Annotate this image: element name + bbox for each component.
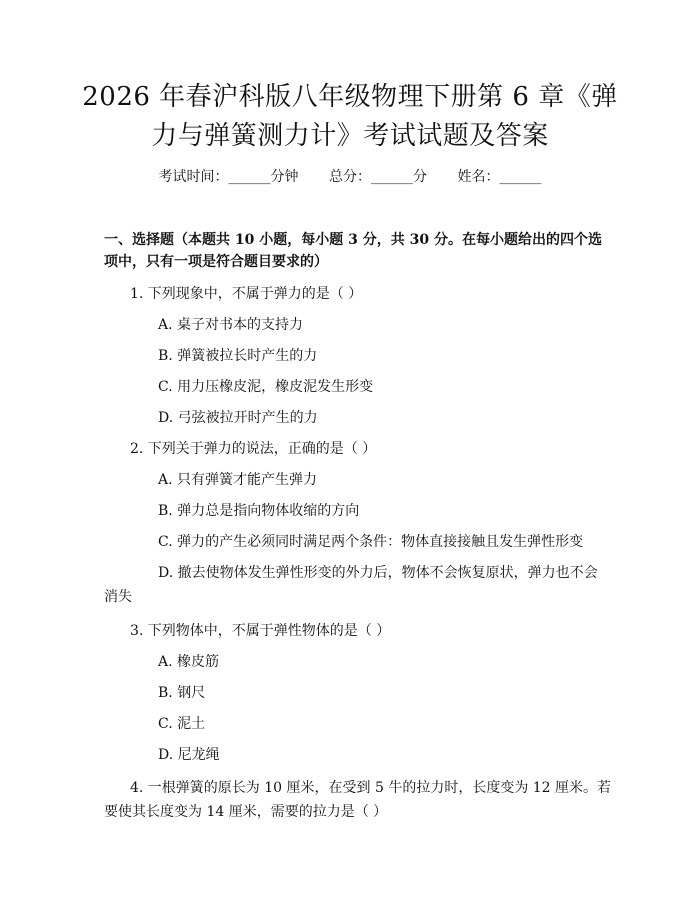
total-score: 总分：______分	[329, 169, 427, 185]
question-1-option-a: A. 桌子对书本的支持力	[158, 317, 304, 333]
question-2-option-d: D. 撤去使物体发生弹性形变的外力后，物体不会恢复原状，弹力也不会	[158, 565, 598, 581]
question-3: 3. 下列物体中，不属于弹性物体的是（ ）	[130, 623, 391, 639]
question-2-option-b: B. 弹力总是指向物体收缩的方向	[158, 503, 360, 519]
question-1-option-d: D. 弓弦被拉开时产生的力	[158, 410, 318, 426]
question-1-option-b: B. 弹簧被拉长时产生的力	[158, 348, 318, 364]
question-2-option-a: A. 只有弹簧才能产生弹力	[158, 472, 318, 488]
exam-meta	[0, 166, 700, 186]
question-2-option-d-continued: 消失	[104, 589, 132, 605]
question-4-continued: 要使其长度变为 14 厘米，需要的拉力是（ ）	[104, 804, 388, 820]
question-3-option-a: A. 橡皮筋	[158, 654, 220, 670]
question-1: 1. 下列现象中，不属于弹力的是（ ）	[130, 286, 363, 302]
question-3-option-c: C. 泥土	[158, 716, 206, 732]
question-4: 4. 一根弹簧的原长为 10 厘米，在受到 5 牛的拉力时，长度变为 12 厘米。若	[130, 780, 612, 796]
question-3-option-b: B. 钢尺	[158, 685, 206, 701]
document-title	[60, 78, 640, 156]
question-3-option-d: D. 尼龙绳	[158, 747, 220, 763]
question-1-option-c: C. 用力压橡皮泥，橡皮泥发生形变	[158, 379, 374, 395]
section-heading: 一、选择题（本题共 10 小题，每小题 3 分，共 30 分。在每小题给出的四个选项中，只有一项是符合题目要求的）	[104, 232, 602, 270]
title-line-1: 2026 年春沪科版八年级物理下册第 6 章《弹	[82, 82, 618, 112]
title-line-2: 力与弹簧测力计》考试试题及答案	[151, 121, 549, 151]
exam-time: 考试时间：______分钟	[158, 169, 299, 185]
question-2-option-c: C. 弹力的产生必须同时满足两个条件：物体直接接触且发生弹性形变	[158, 534, 584, 550]
student-name: 姓名：______	[457, 169, 542, 185]
question-2: 2. 下列关于弹力的说法，正确的是（ ）	[130, 441, 377, 457]
